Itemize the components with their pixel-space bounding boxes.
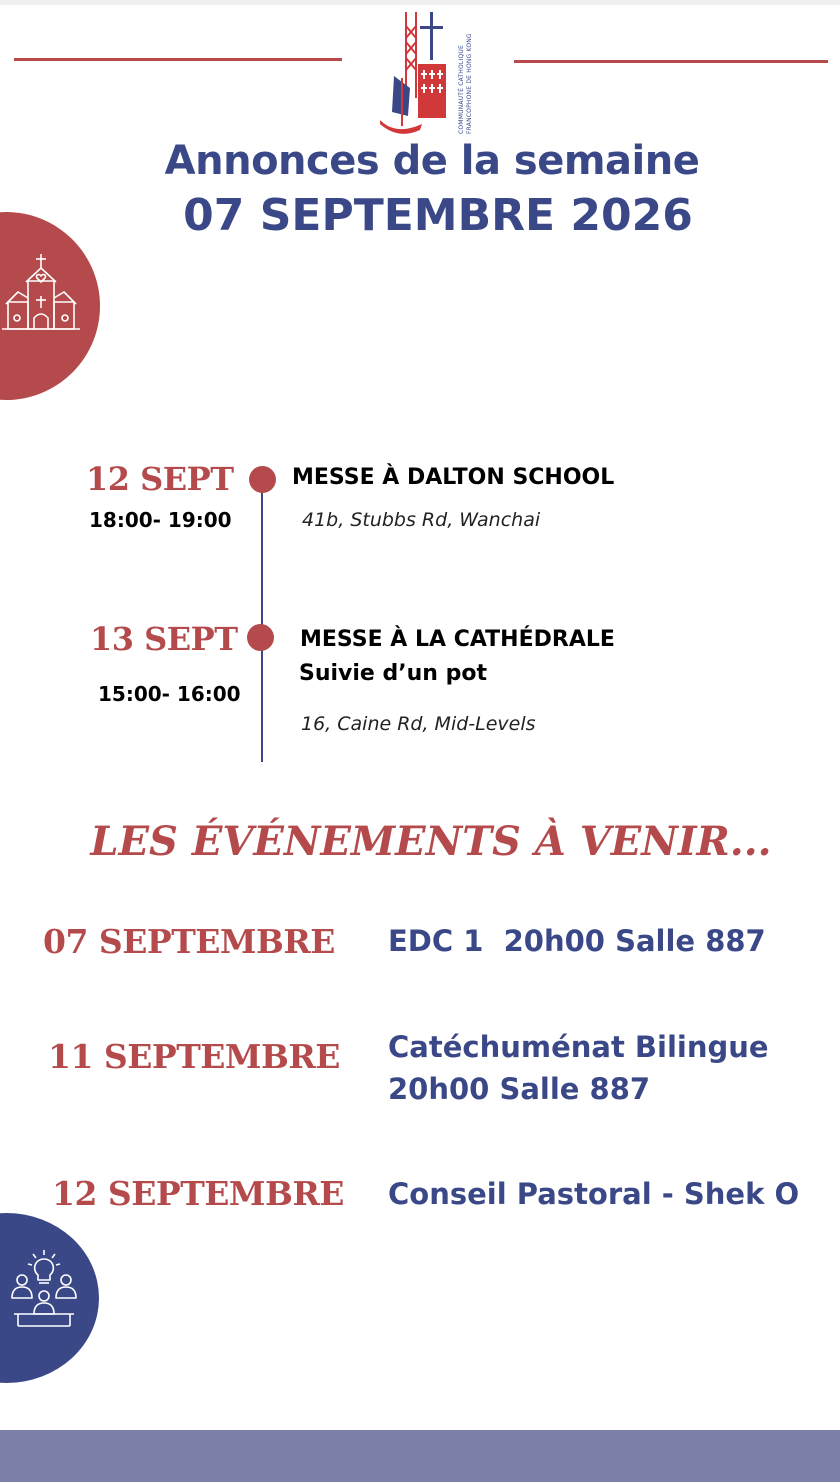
logo-text xyxy=(458,16,478,134)
upcoming-date: 11 SEPTEMBRE xyxy=(48,1037,340,1076)
upcoming-line: Conseil Pastoral - Shek O xyxy=(388,1177,800,1211)
upcoming-date: 07 SEPTEMBRE xyxy=(43,922,335,961)
upcoming-date: 12 SEPTEMBRE xyxy=(52,1174,344,1213)
top-strip xyxy=(0,0,840,5)
header-rule-left xyxy=(14,58,342,61)
footer-band xyxy=(0,1430,840,1482)
schedule-date: 13 SEPT xyxy=(90,620,238,658)
church-icon xyxy=(2,252,80,332)
people-lightbulb-icon xyxy=(8,1250,80,1330)
upcoming-description xyxy=(388,920,766,962)
schedule-time: 18:00- 19:00 xyxy=(89,508,232,532)
page-title: Annonces de la semaine xyxy=(164,138,700,184)
schedule-date: 12 SEPT xyxy=(86,460,234,498)
page-date: 07 SEPTEMBRE 2026 xyxy=(183,190,693,241)
upcoming-description xyxy=(388,1026,769,1110)
logo-text-line1: COMMUNAUTÉ CATHOLIQUE xyxy=(458,45,465,134)
schedule-time: 15:00- 16:00 xyxy=(98,682,241,706)
timeline-dot xyxy=(247,624,274,651)
timeline-line xyxy=(261,480,263,762)
logo-text-line2: FRANCOPHONE DE HONG KONG xyxy=(466,33,473,134)
upcoming-line: 20h00 Salle 887 xyxy=(388,1072,651,1106)
schedule-title: MESSE À DALTON SCHOOL xyxy=(292,465,615,490)
upcoming-description xyxy=(388,1173,799,1215)
upcoming-line: EDC 1 20h00 Salle 887 xyxy=(388,924,766,958)
upcoming-heading: LES ÉVÉNEMENTS À VENIR... xyxy=(90,818,772,865)
timeline-dot xyxy=(249,466,276,493)
header-rule-right xyxy=(514,60,828,63)
upcoming-line: Catéchuménat Bilingue xyxy=(388,1030,769,1064)
schedule-title: MESSE À LA CATHÉDRALE xyxy=(300,627,615,652)
schedule-address: 16, Caine Rd, Mid-Levels xyxy=(301,713,536,735)
schedule-subtitle: Suivie d’un pot xyxy=(299,661,487,686)
schedule-address: 41b, Stubbs Rd, Wanchai xyxy=(302,509,541,531)
